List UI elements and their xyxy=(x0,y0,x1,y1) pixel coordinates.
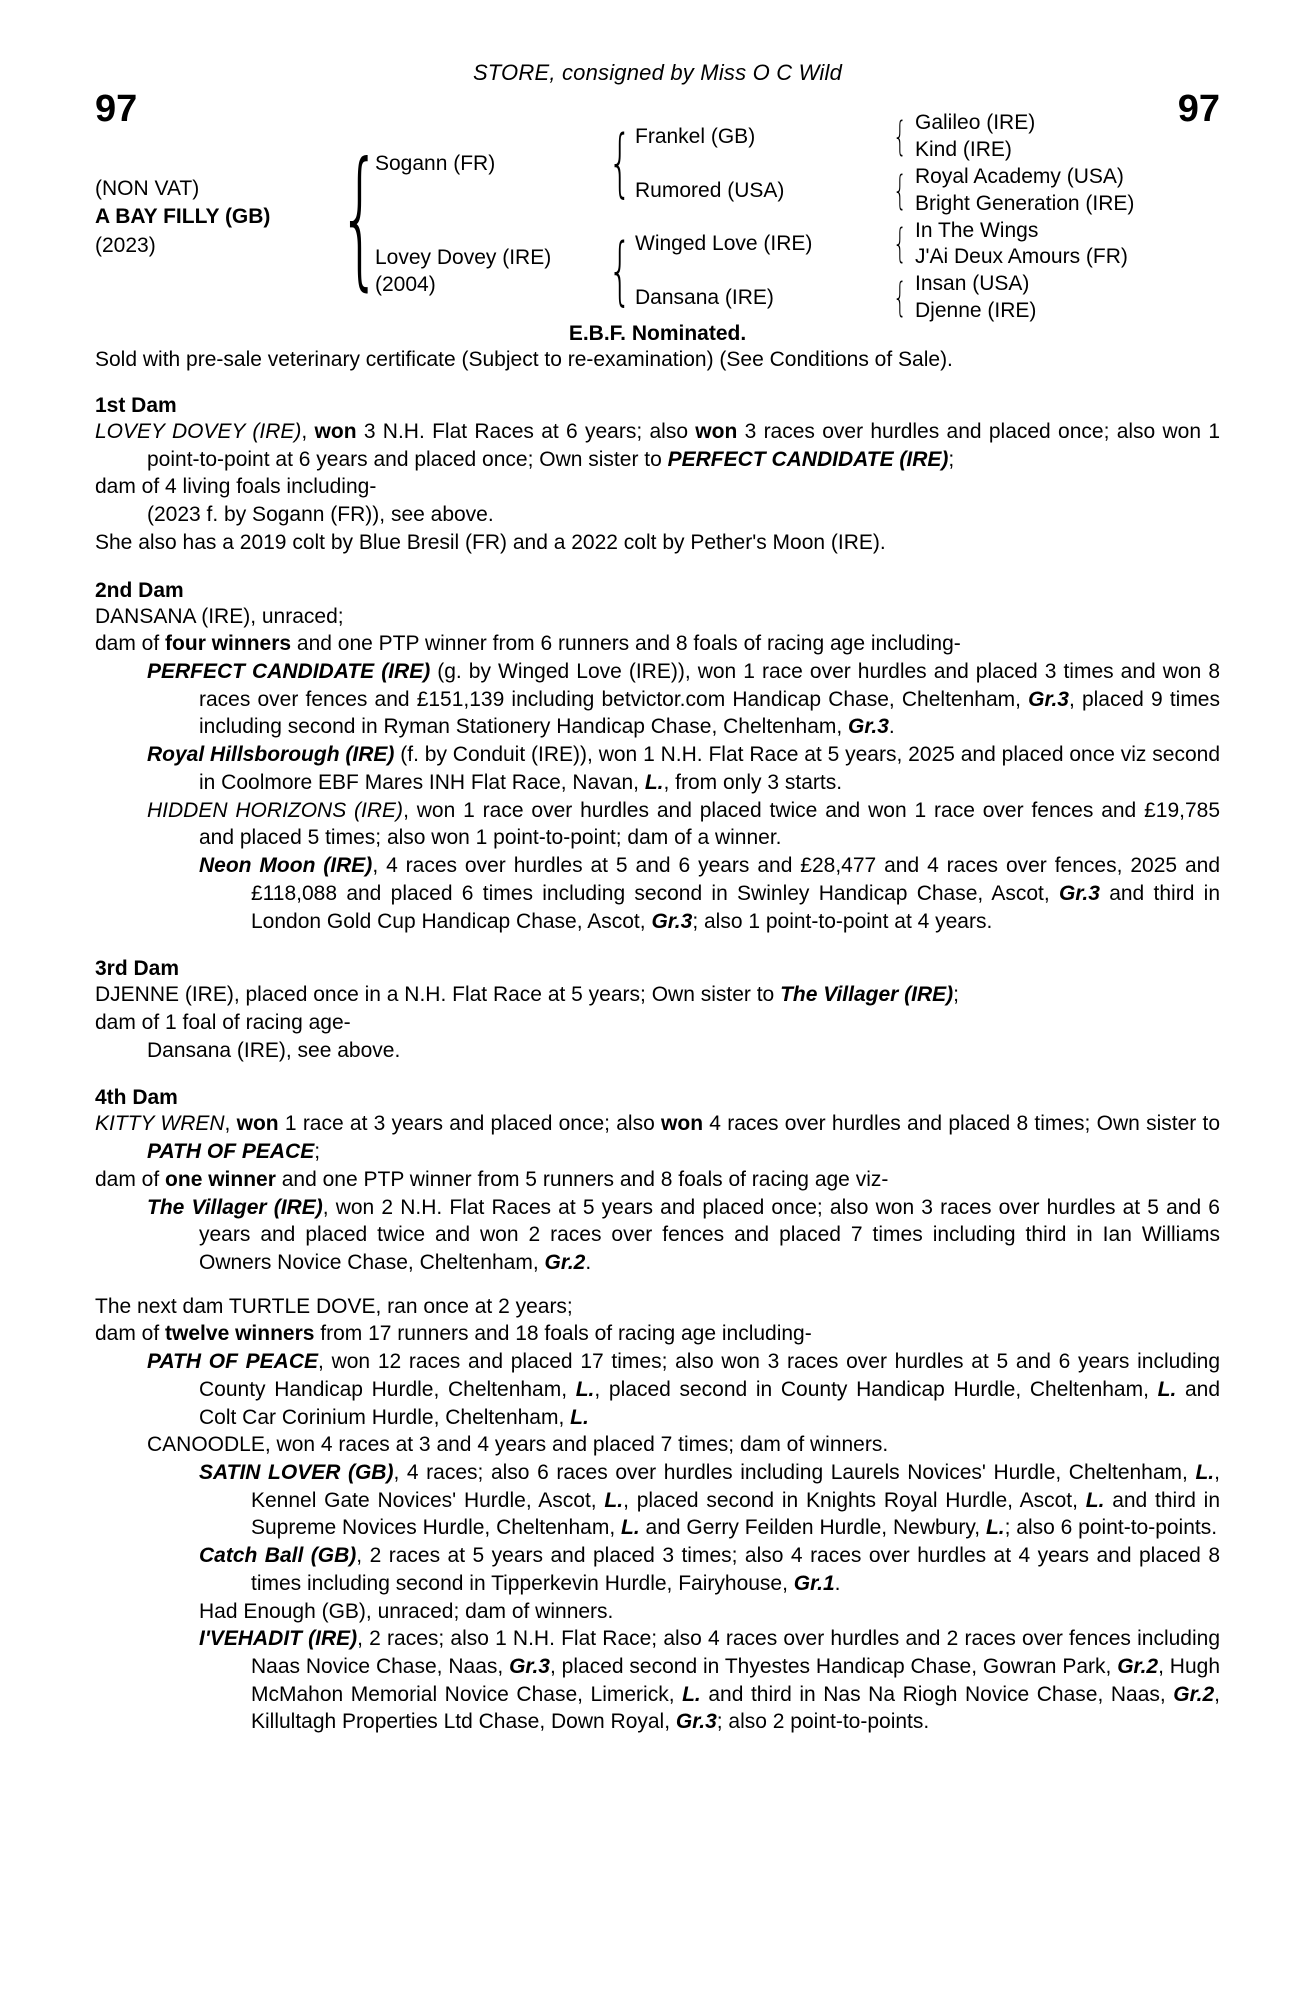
section-heading-3rd-dam: 3rd Dam xyxy=(95,957,180,981)
next-dam-entry-catch-ball: Catch Ball (GB), 2 races at 5 years and placed 3 times; also 4 races over hurdles at 4 years and placed 8 times including second in Tipperkevin Hurdle, Fairyhouse, Gr.1. xyxy=(199,1544,1220,1595)
next-dam-entry-canoodle: CANOODLE, won 4 races at 3 and 4 years and placed 7 times; dam of winners. xyxy=(147,1433,889,1457)
consignor-line: STORE, consigned by Miss O C Wild xyxy=(472,60,843,85)
sale-conditions-notice: Sold with pre-sale veterinary certificate (Subject to re-examination) (See Conditions of Sale). xyxy=(95,348,953,371)
section-heading-1st-dam: 1st Dam xyxy=(95,394,177,417)
dam1-main-paragraph: LOVEY DOVEY (IRE), won 3 N.H. Flat Races at 6 years; also won 3 races over hurdles and placed once; also won 1 point-to-point at 6 years and placed once; Own sister to PERFECT CANDIDATE (IRE); xyxy=(95,420,1221,471)
subject-description: A BAY FILLY (GB) xyxy=(95,205,271,229)
brace-gg-2: { xyxy=(892,167,907,214)
section-heading-2nd-dam: 2nd Dam xyxy=(95,578,184,602)
brace-level-1: { xyxy=(338,130,382,305)
dam-dam-name: Dansana (IRE) xyxy=(635,286,774,310)
gg-pair-1 xyxy=(915,110,1220,164)
next-dam-entry-path-of-peace: PATH OF PEACE, won 12 races and placed 17 times; also won 3 races over hurdles at 5 and 6 years including County Handicap Hurdle, Cheltenham, L., placed second in County Handicap Hurdle, Cheltenham, L. and Colt Car Corinium Hurdle, Cheltenham, L. xyxy=(147,1350,1221,1429)
brace-dam: { xyxy=(608,227,632,314)
next-dam-entry-satin-lover: SATIN LOVER (GB), 4 races; also 6 races over hurdles including Laurels Novices' Hurdle, Cheltenham, L., Kennel Gate Novices' Hurdle, Ascot, L., placed second in Knights Royal Hurdle, Ascot, L. and third in Supreme Novices Hurdle, Cheltenham, L. and Gerry Feilden Hurdle, Newbury, L.; also 6 point-to-points. xyxy=(199,1461,1220,1540)
gg-name-3b: J'Ai Deux Amours (FR) xyxy=(915,245,1128,269)
lot-number-left: 97 xyxy=(95,88,138,130)
dam1-other-produce: She also has a 2019 colt by Blue Bresil (FR) and a 2022 colt by Pether's Moon (IRE). xyxy=(95,530,886,554)
vat-status: (NON VAT) xyxy=(95,176,200,200)
sire-sire-name: Frankel (GB) xyxy=(635,124,756,148)
next-dam-entry-had-enough: Had Enough (GB), unraced; dam of winners. xyxy=(199,1599,614,1623)
grandparents-column xyxy=(635,110,885,325)
gg-pair-4 xyxy=(915,271,1220,325)
next-dam-entry-ivehadit: I'VEHADIT (IRE), 2 races; also 1 N.H. Flat Race; also 4 races over hurdles and 2 races over fences including Naas Novice Chase, Naas, Gr.3, placed second in Thyestes Handicap Chase, Gowran Park, Gr.2, Hugh McMahon Memorial Novice Chase, Limerick, L. and third in Nas Na Riogh Novice Chase, Naas, Gr.2, Killultagh Properties Ltd Chase, Down Royal, Gr.3; also 2 point-to-points. xyxy=(199,1627,1221,1734)
dam4-winners-line: dam of one winner and one PTP winner from 5 runners and 8 foals of racing age viz- xyxy=(95,1167,889,1191)
dam3-entry-dansana: Dansana (IRE), see above. xyxy=(147,1038,401,1062)
gg-pair-3 xyxy=(915,218,1220,272)
section-heading-4th-dam: 4th Dam xyxy=(95,1086,178,1110)
subject-details xyxy=(95,110,345,325)
dam2-entry-hidden-horizons: HIDDEN HORIZONS (IRE), won 1 race over hurdles and placed twice and won 1 race over fences and £19,785 and placed 5 times; also won 1 point-to-point; dam of a winner. xyxy=(147,798,1221,850)
dam-sire-block xyxy=(635,218,885,272)
dam4-entry-the-villager: The Villager (IRE), won 2 N.H. Flat Races at 5 years and placed once; also won 3 races over hurdles at 5 and 6 years and placed twice and won 2 races over fences and placed 7 times including third in Ian Williams Owners Novice Chase, Cheltenham, Gr.2. xyxy=(147,1195,1220,1274)
dam2-entry-perfect-candidate: PERFECT CANDIDATE (IRE) (g. by Winged Love (IRE)), won 1 race over hurdles and placed 3 times and won 8 races over fences and £151,139 including betvictor.com Handicap Chase, Cheltenham, Gr.3, placed 9 times including second in Ryman Stationery Handicap Chase, Cheltenham, Gr.3. xyxy=(147,660,1220,739)
ebf-notice: E.B.F. Nominated. xyxy=(568,322,747,345)
brace-level-2-group xyxy=(605,110,635,325)
sire-sire-block xyxy=(635,110,885,164)
dam1-foal-2023: (2023 f. by Sogann (FR)), see above. xyxy=(147,503,494,527)
pedigree-table xyxy=(95,110,1220,323)
next-dam-line: The next dam TURTLE DOVE, ran once at 2 years; xyxy=(95,1294,573,1318)
dam-name: Lovey Dovey (IRE) xyxy=(375,245,552,269)
dam1-foals-line: dam of 4 living foals including- xyxy=(95,475,377,499)
sire-dam-name: Rumored (USA) xyxy=(635,178,785,202)
brace-sire: { xyxy=(608,120,632,207)
gg-name-4b: Djenne (IRE) xyxy=(915,299,1037,323)
dam2-name-line: DANSANA (IRE), unraced; xyxy=(95,604,344,628)
subject-year: (2023) xyxy=(95,233,156,257)
sire-block xyxy=(375,110,605,218)
gg-name-2b: Bright Generation (IRE) xyxy=(915,191,1135,215)
dam2-winners-line: dam of four winners and one PTP winner from 6 runners and 8 foals of racing age including- xyxy=(95,632,961,656)
gg-name-1a: Galileo (IRE) xyxy=(915,111,1036,134)
gg-name-2a: Royal Academy (USA) xyxy=(915,164,1124,188)
gg-name-3a: In The Wings xyxy=(915,218,1039,242)
dam4-main-paragraph: KITTY WREN, won 1 race at 3 years and placed once; also won 4 races over hurdles and placed 8 times; Own sister to PATH OF PEACE; xyxy=(95,1112,1220,1164)
dam2-entry-neon-moon: Neon Moon (IRE), 4 races over hurdles at 5 and 6 years and £28,477 and 4 races over fences, 2025 and £118,088 and placed 6 times including second in Swinley Handicap Chase, Ascot, Gr.3 and third in London Gold Cup Handicap Chase, Ascot, Gr.3; also 1 point-to-point at 4 years. xyxy=(199,854,1221,933)
dam2-entry-royal-hillsborough: Royal Hillsborough (IRE) (f. by Conduit (IRE)), won 1 N.H. Flat Race at 5 years, 2025 and placed once viz second in Coolmore EBF Mares INH Flat Race, Navan, L., from only 3 starts. xyxy=(147,743,1221,794)
dam3-name-line: DJENNE (IRE), placed once in a N.H. Flat Race at 5 years; Own sister to The Villager (IRE); xyxy=(95,983,960,1007)
gg-name-1b: Kind (IRE) xyxy=(915,137,1012,161)
dam3-foals-line: dam of 1 foal of racing age- xyxy=(95,1010,351,1034)
dam-year: (2004) xyxy=(375,273,436,297)
great-grandparents-column xyxy=(915,110,1220,325)
dam-dam-block xyxy=(635,271,885,325)
dam1-name: LOVEY DOVEY (IRE) xyxy=(95,420,302,443)
lot-number-right: 97 xyxy=(1177,88,1220,130)
brace-gg-4: { xyxy=(892,275,907,322)
brace-gg-3: { xyxy=(892,221,907,268)
sire-dam-block xyxy=(635,164,885,218)
dam1-own-sister: PERFECT CANDIDATE (IRE) xyxy=(667,447,949,471)
parents-column xyxy=(375,110,605,325)
brace-gg-1: { xyxy=(892,113,907,160)
dam-sire-name: Winged Love (IRE) xyxy=(635,232,813,256)
dam-block xyxy=(375,218,605,326)
next-dam-winners-line: dam of twelve winners from 17 runners and 18 foals of racing age including- xyxy=(95,1322,812,1346)
brace-level-3-group xyxy=(885,110,915,325)
gg-name-4a: Insan (USA) xyxy=(915,272,1030,296)
sire-name: Sogann (FR) xyxy=(375,152,496,176)
gg-pair-2 xyxy=(915,164,1220,218)
